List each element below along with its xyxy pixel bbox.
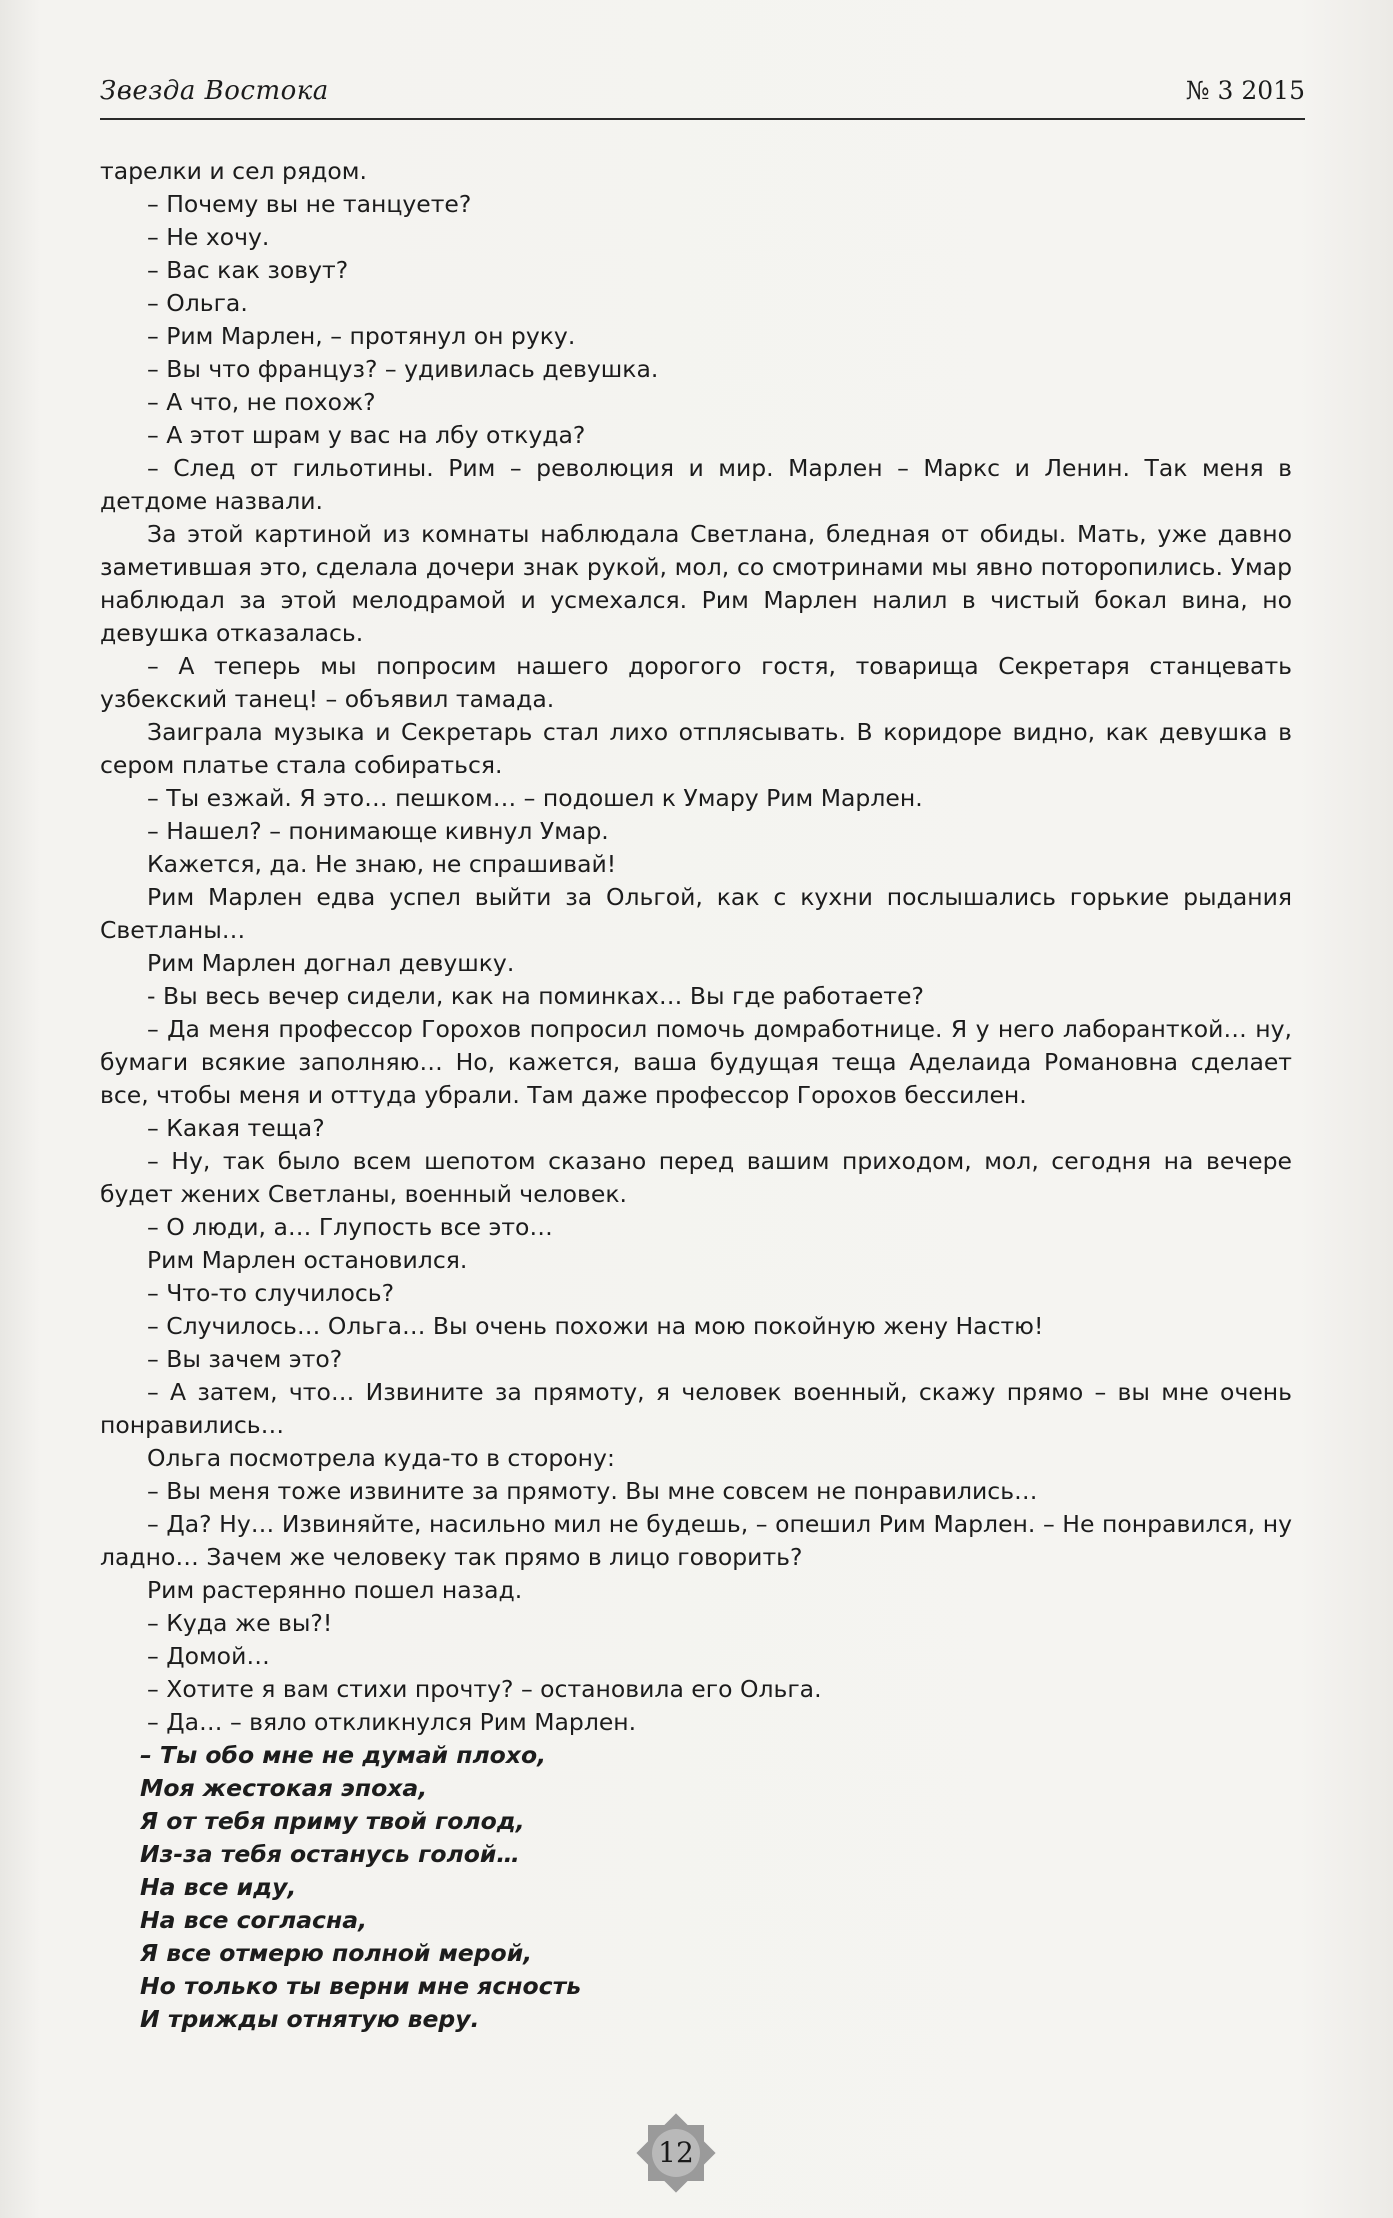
paragraph: – Нашел? – понимающе кивнул Умар.: [147, 817, 609, 845]
paragraph: Кажется, да. Не знаю, не спрашивай!: [147, 850, 617, 878]
issue-number: № 3 2015: [1185, 76, 1305, 105]
paragraph: – Хотите я вам стихи прочту? – остановила его Ольга.: [147, 1675, 822, 1703]
paragraph: – Не хочу.: [147, 223, 270, 251]
paragraph: – А затем, что… Извините за прямоту, я человек военный, скажу прямо – вы мне очень понравились…: [100, 1378, 1292, 1439]
paragraph: тарелки и сел рядом.: [100, 157, 367, 185]
paragraph: – Да меня профессор Горохов попросил помочь домработнице. Я у него лаборанткой… ну, бумаги всякие заполняю… Но, кажется, ваша будущая теща Аделаида Романовна сделает все, чтобы меня и оттуда убрали. Там даже профессор Горохов бессилен.: [100, 1015, 1292, 1109]
paragraph: Заиграла музыка и Секретарь стал лихо отплясывать. В коридоре видно, как девушка в сером платье стала собираться.: [100, 718, 1292, 779]
paragraph: – А этот шрам у вас на лбу откуда?: [147, 421, 586, 449]
paragraph: – Да? Ну… Извиняйте, насильно мил не будешь, – опешил Рим Марлен. – Не понравился, ну ладно… Зачем же человеку так прямо в лицо говорить?: [100, 1510, 1292, 1571]
paragraph: – Что-то случилось?: [147, 1279, 395, 1307]
paragraph: – След от гильотины. Рим – революция и мир. Марлен – Маркс и Ленин. Так меня в детдоме назвали.: [100, 454, 1292, 515]
poem-line: Моя жестокая эпоха,: [140, 1774, 428, 1802]
poem-line: – Ты обо мне не думай плохо,: [140, 1741, 547, 1769]
page-number-ornament: [626, 2110, 726, 2196]
paragraph: – Вы зачем это?: [147, 1345, 343, 1373]
paragraph: Рим Марлен едва успел выйти за Ольгой, как с кухни послышались горькие рыдания Светланы…: [100, 883, 1292, 944]
paragraph: – А теперь мы попросим нашего дорогого гостя, товарища Секретаря станцевать узбекский танец! – объявил тамада.: [100, 652, 1292, 713]
article-body: [100, 155, 1292, 2036]
paragraph: – Домой…: [147, 1642, 270, 1670]
paragraph: – Да… – вяло откликнулся Рим Марлен.: [147, 1708, 637, 1736]
poem-line: На все согласна,: [140, 1906, 368, 1934]
paragraph: – А что, не похож?: [147, 388, 376, 416]
poem-line: Но только ты верни мне ясность: [140, 1972, 582, 2000]
paragraph: – Почему вы не танцуете?: [147, 190, 472, 218]
poem-line: На все иду,: [140, 1873, 297, 1901]
paragraph: За этой картиной из комнаты наблюдала Светлана, бледная от обиды. Мать, уже давно заметившая это, сделала дочери знак рукой, мол, со смотринами мы явно поторопились. Умар наблюдал за этой мелодрамой и усмехался. Рим Марлен налил в чистый бокал вина, но девушка отказалась.: [100, 520, 1292, 647]
paragraph: – Рим Марлен, – протянул он руку.: [147, 322, 576, 350]
poem-line: Я от тебя приму твой голод,: [140, 1807, 525, 1835]
paragraph: – Случилось… Ольга… Вы очень похожи на мою покойную жену Настю!: [147, 1312, 1044, 1340]
paragraph: Ольга посмотрела куда-то в сторону:: [147, 1444, 615, 1472]
paragraph: – Ты езжай. Я это… пешком… – подошел к Умару Рим Марлен.: [147, 784, 923, 812]
paragraph: - Вы весь вечер сидели, как на поминках… Вы где работаете?: [147, 982, 924, 1010]
poem-line: И трижды отнятую веру.: [140, 2005, 480, 2033]
paragraph: – Куда же вы?!: [147, 1609, 333, 1637]
running-header: [100, 72, 1305, 120]
paragraph: – О люди, а… Глупость все это…: [147, 1213, 553, 1241]
paragraph: Рим Марлен остановился.: [147, 1246, 468, 1274]
paragraph: – Вас как зовут?: [147, 256, 349, 284]
paragraph: Рим Марлен догнал девушку.: [147, 949, 515, 977]
paragraph: – Ну, так было всем шепотом сказано перед вашим приходом, мол, сегодня на вечере будет жених Светланы, военный человек.: [100, 1147, 1292, 1208]
paragraph: – Вы что француз? – удивилась девушка.: [147, 355, 659, 383]
paragraph: – Вы меня тоже извините за прямоту. Вы мне совсем не понравились…: [147, 1477, 1038, 1505]
paragraph: Рим растерянно пошел назад.: [147, 1576, 523, 1604]
journal-title: Звезда Востока: [100, 76, 329, 106]
paragraph: – Ольга.: [147, 289, 248, 317]
paragraph: – Какая теща?: [147, 1114, 325, 1142]
page-number: 12: [658, 2136, 694, 2169]
poem-line: Я все отмерю полной мерой,: [140, 1939, 533, 1967]
poem-line: Из-за тебя останусь голой…: [140, 1840, 520, 1868]
